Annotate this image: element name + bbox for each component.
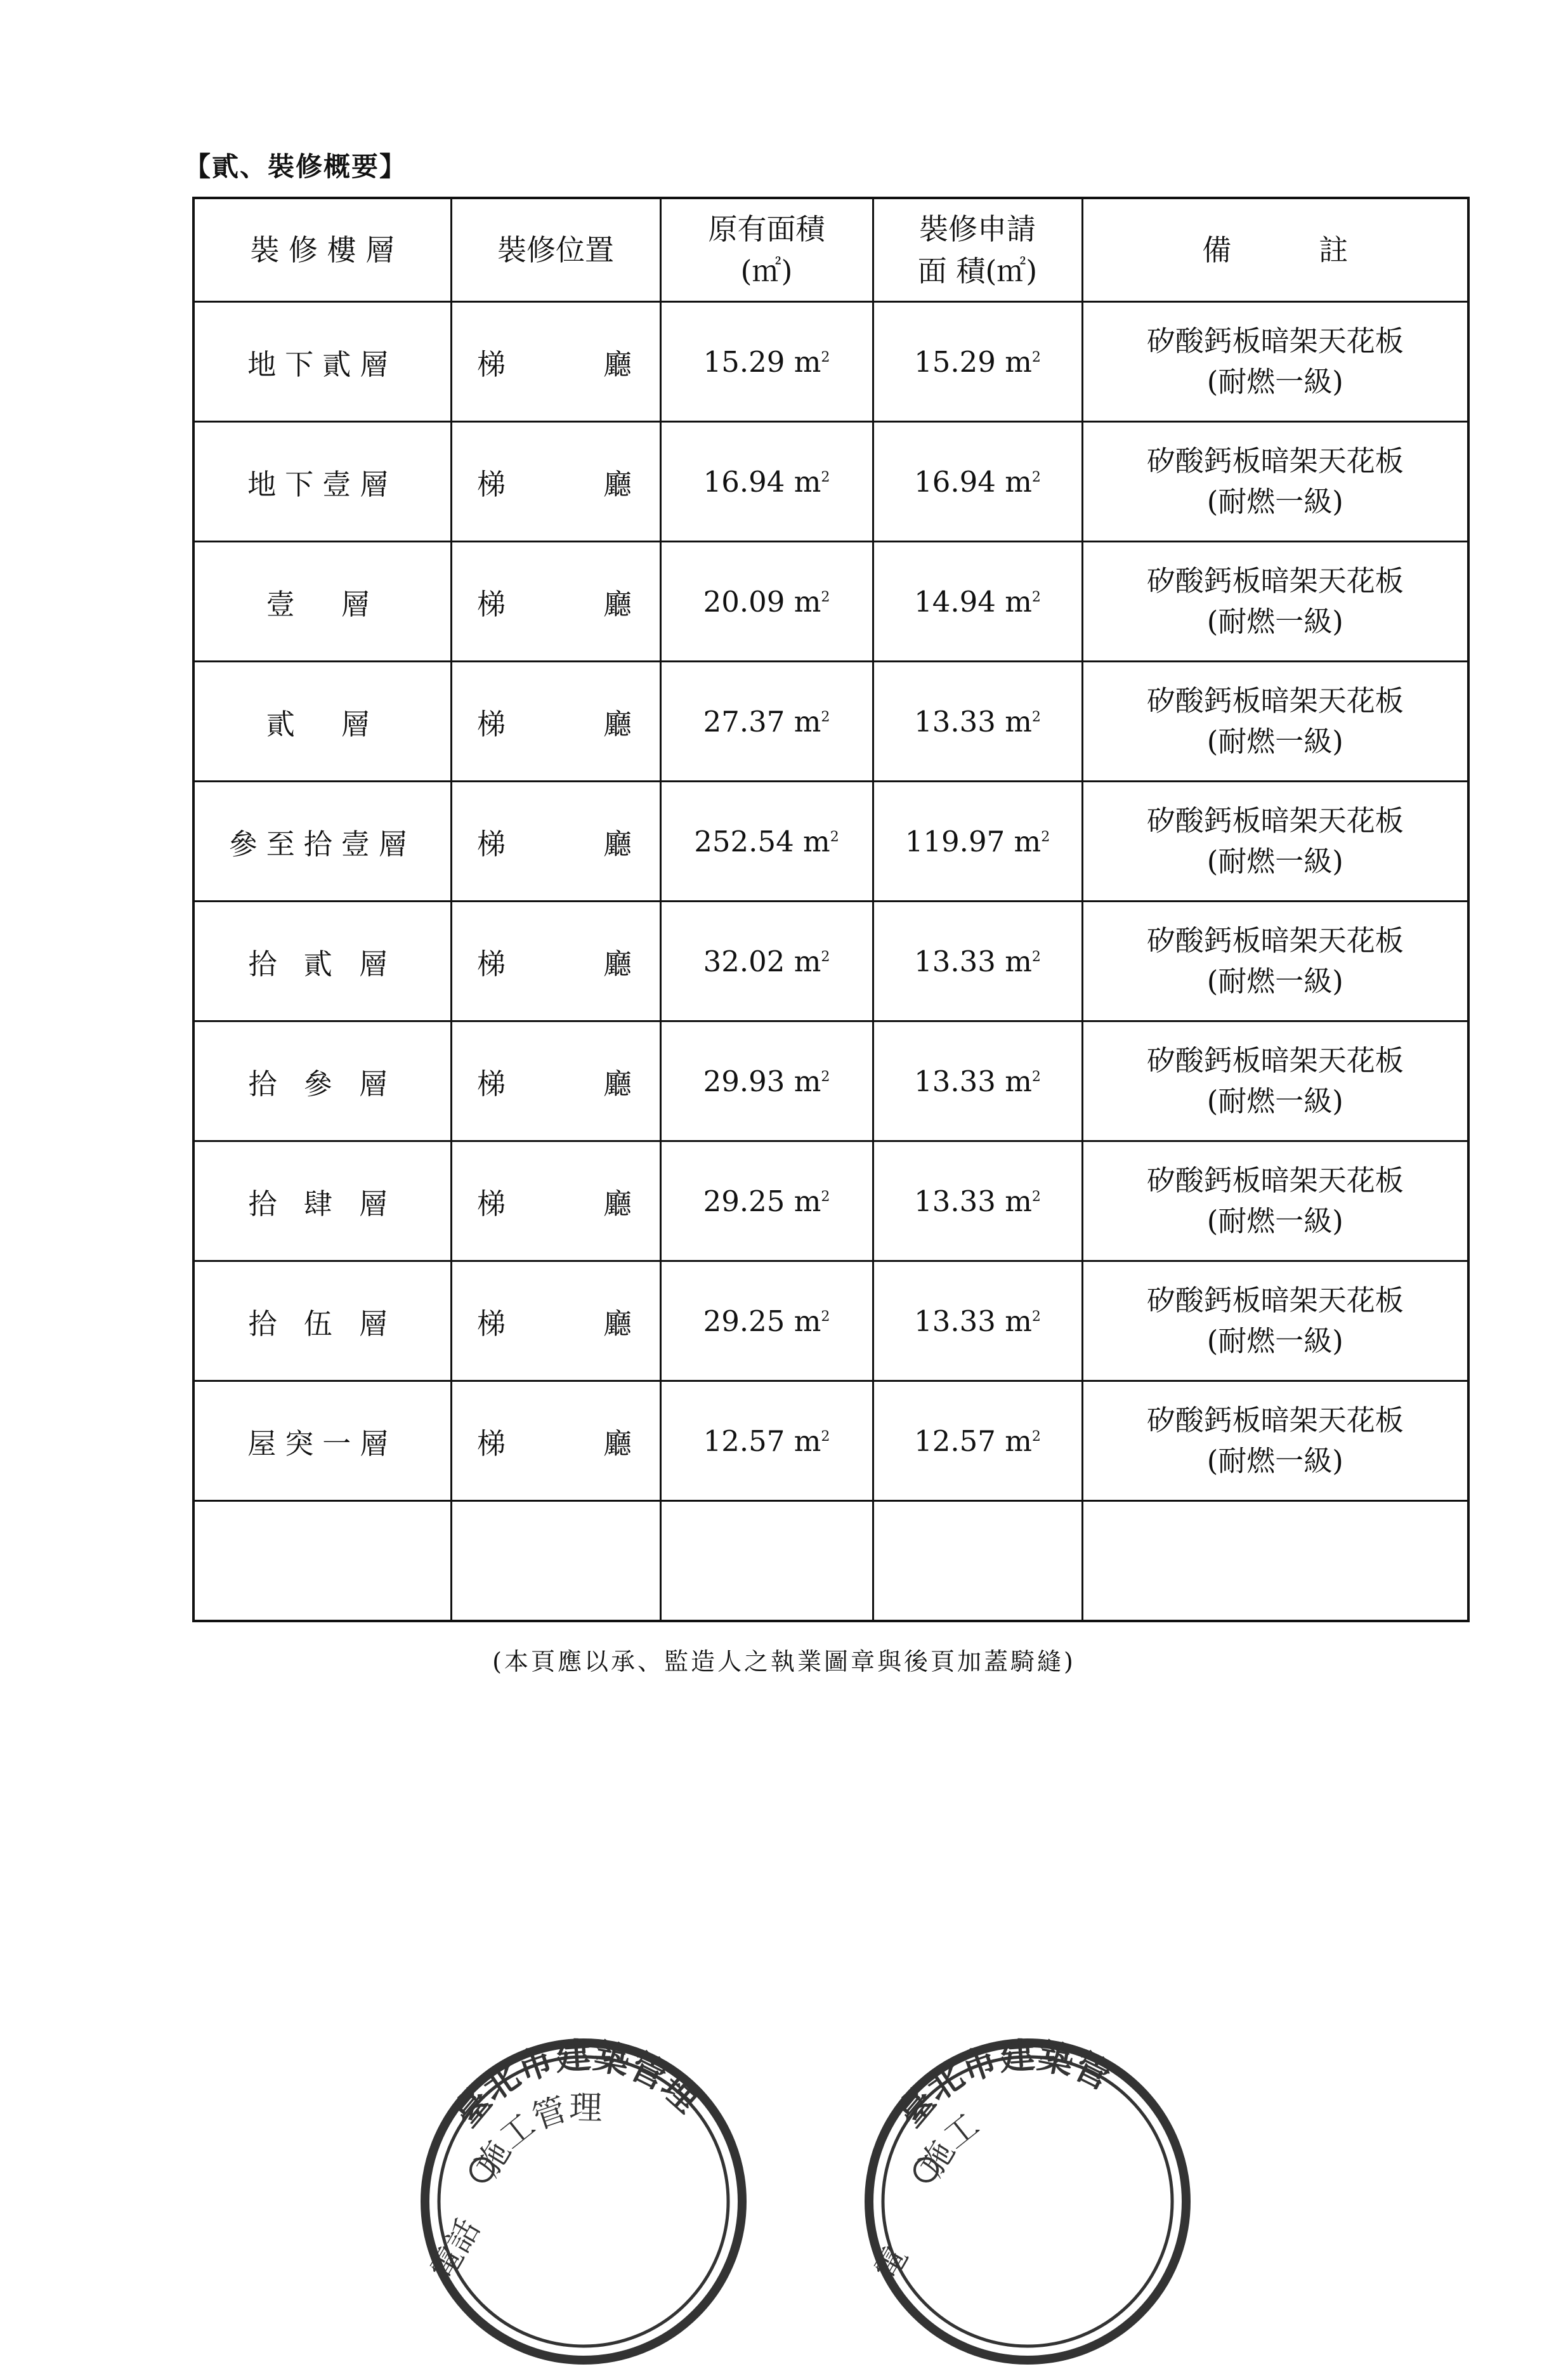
table-row — [193, 902, 1468, 1021]
location-char-2: 廳 — [603, 947, 635, 981]
applied-area-value: 13.33 m — [914, 704, 1032, 738]
floor-label: 貳 層 — [266, 707, 379, 741]
floor-label: 拾 參 層 — [248, 1066, 397, 1101]
cell-remarks — [1082, 662, 1468, 782]
remark-fire-rating: (耐燃一級) — [1206, 485, 1343, 518]
cell-remarks — [1082, 1141, 1468, 1261]
footnote: (本頁應以承、監造人之執業圖章與後頁加蓋騎縫) — [492, 1648, 1076, 1676]
applied-area-value: 13.33 m — [914, 1304, 1032, 1338]
remark-fire-rating: (耐燃一級) — [1206, 605, 1343, 638]
applied-area-value: 13.33 m — [914, 1064, 1032, 1098]
location-char-2: 廳 — [603, 1186, 635, 1221]
original-area-value: 29.93 m — [703, 1064, 821, 1098]
floor-label: 地下壹層 — [247, 467, 398, 501]
cell-original-area — [660, 782, 873, 902]
applied-area-value: 16.94 m — [914, 464, 1032, 499]
unit-superscript: 2 — [830, 829, 839, 845]
cell-applied-area — [873, 422, 1082, 542]
remark-fire-rating: (耐燃一級) — [1206, 844, 1343, 878]
cell-location — [451, 662, 660, 782]
cell-remarks — [1082, 902, 1468, 1021]
seal-right-outer-text: 臺北市建築管 — [889, 2034, 1118, 2136]
floor-label: 拾 貳 層 — [248, 947, 397, 981]
original-area-value: 12.57 m — [703, 1424, 821, 1458]
cell-location — [451, 1261, 660, 1381]
header-original-area-unit: (㎡) — [740, 254, 793, 288]
cell-floor — [193, 1381, 451, 1501]
location-char-1: 梯 — [476, 1426, 508, 1460]
header-original-area — [660, 198, 873, 302]
cell-original-area — [660, 542, 873, 662]
remark-fire-rating: (耐燃一級) — [1206, 1444, 1343, 1478]
table-row-empty — [193, 1501, 1468, 1622]
location-char-2: 廳 — [603, 467, 635, 501]
cell-remarks — [1082, 302, 1468, 422]
cell-original-area — [660, 302, 873, 422]
header-applied-area-unit: 面 積(㎡) — [917, 254, 1038, 288]
location-char-1: 梯 — [476, 1306, 508, 1341]
location-char-2: 廳 — [603, 1426, 635, 1460]
unit-superscript: 2 — [1031, 349, 1041, 365]
original-area-value: 29.25 m — [703, 1184, 821, 1218]
empty-cell — [193, 1501, 451, 1622]
unit-superscript: 2 — [821, 1428, 830, 1445]
table-header-row — [193, 198, 1468, 302]
floor-label: 拾 伍 層 — [248, 1306, 397, 1341]
remark-material: 矽酸鈣板暗架天花板 — [1146, 564, 1404, 598]
applied-area-value: 119.97 m — [905, 824, 1042, 858]
table-row — [193, 422, 1468, 542]
unit-superscript: 2 — [1031, 589, 1041, 605]
remark-material: 矽酸鈣板暗架天花板 — [1146, 924, 1404, 957]
cell-remarks — [1082, 1021, 1468, 1141]
cell-applied-area — [873, 662, 1082, 782]
table-row — [193, 782, 1468, 902]
remark-material: 矽酸鈣板暗架天花板 — [1146, 684, 1404, 718]
cell-applied-area — [873, 902, 1082, 1021]
remark-fire-rating: (耐燃一級) — [1206, 964, 1343, 998]
remark-fire-rating: (耐燃一級) — [1206, 1324, 1343, 1358]
original-area-value: 29.25 m — [703, 1304, 821, 1338]
cell-floor — [193, 1021, 451, 1141]
remark-material: 矽酸鈣板暗架天花板 — [1146, 1283, 1404, 1317]
remark-fire-rating: (耐燃一級) — [1206, 725, 1343, 758]
remark-material: 矽酸鈣板暗架天花板 — [1146, 1403, 1404, 1437]
original-area-value: 15.29 m — [703, 345, 821, 379]
unit-superscript: 2 — [1031, 469, 1041, 485]
unit-superscript: 2 — [821, 349, 830, 365]
cell-location — [451, 302, 660, 422]
cell-location — [451, 1021, 660, 1141]
original-area-value: 27.37 m — [703, 704, 821, 738]
cell-original-area — [660, 662, 873, 782]
remark-fire-rating: (耐燃一級) — [1206, 1204, 1343, 1238]
seal-left-outer-text: 臺北市建築管理 — [445, 2034, 708, 2136]
original-area-value: 252.54 m — [694, 824, 830, 858]
renovation-summary-table — [192, 197, 1470, 1622]
applied-area-value: 15.29 m — [914, 345, 1032, 379]
unit-superscript: 2 — [821, 469, 830, 485]
cell-floor — [193, 902, 451, 1021]
seal-left-inner-text: 施工管理 — [468, 2089, 603, 2183]
unit-superscript: 2 — [1031, 709, 1041, 725]
cell-original-area — [660, 902, 873, 1021]
unit-superscript: 2 — [821, 709, 830, 725]
unit-superscript: 2 — [1031, 1308, 1041, 1325]
cell-applied-area — [873, 302, 1082, 422]
location-char-2: 廳 — [603, 1066, 635, 1101]
cell-applied-area — [873, 1021, 1082, 1141]
original-area-value: 20.09 m — [703, 584, 821, 619]
header-applied-area-label: 裝修申請 — [919, 212, 1036, 246]
table-row — [193, 1261, 1468, 1381]
cell-applied-area — [873, 1381, 1082, 1501]
header-original-area-label: 原有面積 — [708, 212, 825, 246]
official-seal-left — [406, 2011, 761, 2366]
location-char-1: 梯 — [476, 947, 508, 981]
empty-cell — [873, 1501, 1082, 1622]
cell-location — [451, 782, 660, 902]
cell-applied-area — [873, 542, 1082, 662]
cell-remarks — [1082, 782, 1468, 902]
cell-floor — [193, 782, 451, 902]
table-row — [193, 1021, 1468, 1141]
floor-label: 壹 層 — [266, 587, 379, 621]
location-char-1: 梯 — [476, 827, 508, 861]
seal-right-inner-text: 施工 — [912, 2106, 986, 2183]
empty-cell — [451, 1501, 660, 1622]
unit-superscript: 2 — [1031, 1188, 1041, 1205]
location-char-2: 廳 — [603, 347, 635, 381]
floor-label: 地下貳層 — [247, 347, 398, 381]
location-char-1: 梯 — [476, 1186, 508, 1221]
official-seal-right — [850, 2011, 1205, 2366]
cell-location — [451, 422, 660, 542]
floor-label: 屋突一層 — [247, 1426, 398, 1460]
remark-fire-rating: (耐燃一級) — [1206, 365, 1343, 398]
cell-applied-area — [873, 782, 1082, 902]
applied-area-value: 13.33 m — [914, 944, 1032, 978]
cell-remarks — [1082, 1261, 1468, 1381]
table-row — [193, 662, 1468, 782]
table-row — [193, 1381, 1468, 1501]
cell-floor — [193, 662, 451, 782]
cell-remarks — [1082, 1381, 1468, 1501]
unit-superscript: 2 — [1031, 948, 1041, 965]
unit-superscript: 2 — [821, 948, 830, 965]
cell-remarks — [1082, 422, 1468, 542]
location-char-2: 廳 — [603, 707, 635, 741]
table-row — [193, 1141, 1468, 1261]
section-title: 【貳、裝修概要】 — [184, 151, 408, 182]
location-char-2: 廳 — [603, 827, 635, 861]
unit-superscript: 2 — [1031, 1428, 1041, 1445]
remark-material: 矽酸鈣板暗架天花板 — [1146, 1164, 1404, 1197]
header-applied-area — [873, 198, 1082, 302]
location-char-1: 梯 — [476, 1066, 508, 1101]
seal-right-graphic — [850, 2011, 1205, 2366]
location-char-1: 梯 — [476, 587, 508, 621]
empty-cell — [660, 1501, 873, 1622]
cell-applied-area — [873, 1141, 1082, 1261]
cell-location — [451, 902, 660, 1021]
location-char-1: 梯 — [476, 707, 508, 741]
applied-area-value: 12.57 m — [914, 1424, 1032, 1458]
header-floor: 裝 修 樓 層 — [193, 198, 451, 302]
location-char-2: 廳 — [603, 1306, 635, 1341]
cell-location — [451, 1141, 660, 1261]
original-area-value: 32.02 m — [703, 944, 821, 978]
empty-cell — [1082, 1501, 1468, 1622]
seal-right-side-text: 電 — [867, 2240, 915, 2287]
cell-original-area — [660, 422, 873, 542]
remark-material: 矽酸鈣板暗架天花板 — [1146, 324, 1404, 358]
unit-superscript: 2 — [821, 1188, 830, 1205]
cell-floor — [193, 302, 451, 422]
remark-material: 矽酸鈣板暗架天花板 — [1146, 1044, 1404, 1077]
table-row — [193, 302, 1468, 422]
remark-material: 矽酸鈣板暗架天花板 — [1146, 444, 1404, 478]
applied-area-value: 14.94 m — [914, 584, 1032, 619]
cell-applied-area — [873, 1261, 1082, 1381]
cell-original-area — [660, 1021, 873, 1141]
unit-superscript: 2 — [821, 1068, 830, 1085]
floor-label: 拾 肆 層 — [248, 1186, 397, 1221]
cell-floor — [193, 1261, 451, 1381]
location-char-1: 梯 — [476, 467, 508, 501]
unit-superscript: 2 — [821, 1308, 830, 1325]
cell-original-area — [660, 1141, 873, 1261]
remark-material: 矽酸鈣板暗架天花板 — [1146, 804, 1404, 837]
floor-label: 參至拾壹層 — [228, 827, 416, 861]
remark-fire-rating: (耐燃一級) — [1206, 1084, 1343, 1118]
header-remarks: 備 註 — [1082, 198, 1468, 302]
cell-original-area — [660, 1261, 873, 1381]
seal-left-side-text: 電話 — [423, 2212, 487, 2287]
cell-floor — [193, 542, 451, 662]
header-location: 裝修位置 — [451, 198, 660, 302]
seal-left-graphic — [406, 2011, 761, 2366]
location-char-2: 廳 — [603, 587, 635, 621]
applied-area-value: 13.33 m — [914, 1184, 1032, 1218]
cell-remarks — [1082, 542, 1468, 662]
table-row — [193, 542, 1468, 662]
unit-superscript: 2 — [1041, 829, 1050, 845]
cell-location — [451, 542, 660, 662]
location-char-1: 梯 — [476, 347, 508, 381]
cell-original-area — [660, 1381, 873, 1501]
cell-location — [451, 1381, 660, 1501]
original-area-value: 16.94 m — [703, 464, 821, 499]
unit-superscript: 2 — [1031, 1068, 1041, 1085]
cell-floor — [193, 1141, 451, 1261]
unit-superscript: 2 — [821, 589, 830, 605]
cell-floor — [193, 422, 451, 542]
